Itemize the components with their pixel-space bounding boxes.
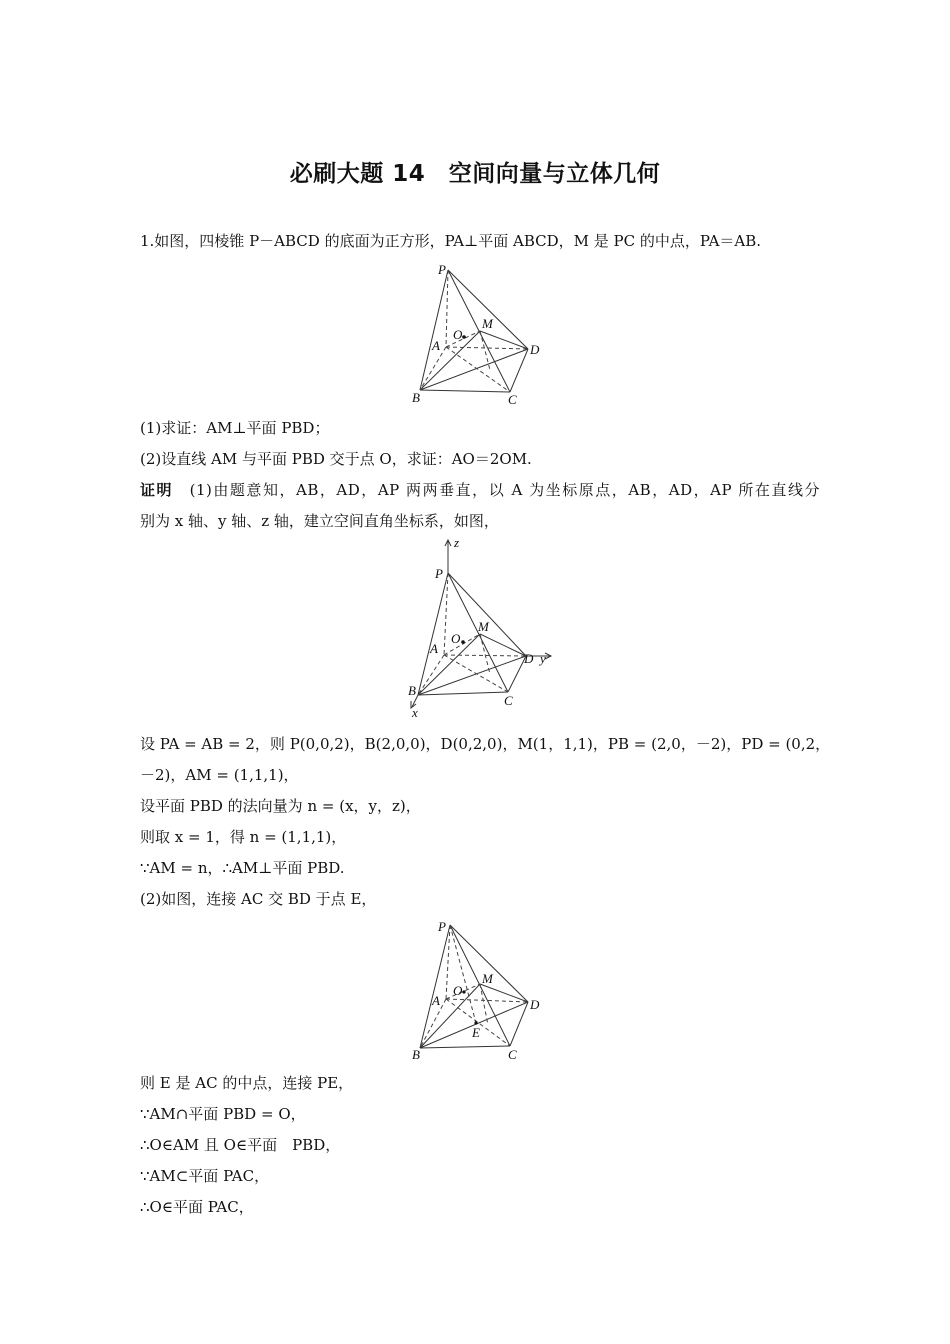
problem-statement: 1.如图，四棱锥 P－ABCD 的底面为正方形，PA⊥平面 ABCD，M 是 PC 的中点，PA＝AB. bbox=[140, 232, 762, 250]
label-B: B bbox=[408, 683, 416, 698]
step-1: ∵AM∩平面 PBD = O， bbox=[140, 1105, 306, 1123]
step-2: ∴O∈AM 且 O∈平面 PBD， bbox=[140, 1136, 341, 1154]
label-A: A bbox=[432, 993, 440, 1008]
proof-part2-intro: (2)如图，连接 AC 交 BD 于点 E， bbox=[140, 890, 377, 908]
pyramid-figure-1 bbox=[400, 258, 560, 408]
label-P: P bbox=[438, 262, 446, 277]
step-3: ∵AM⊂平面 PAC， bbox=[140, 1167, 270, 1185]
pyramid-figure-2 bbox=[398, 535, 568, 720]
label-A: A bbox=[430, 641, 438, 656]
question-1: (1)求证：AM⊥平面 PBD； bbox=[140, 419, 330, 437]
question-2: (2)设直线 AM 与平面 PBD 交于点 O，求证：AO＝2OM. bbox=[140, 450, 532, 468]
page-title: 必刷大题 14 空间向量与立体几何 bbox=[289, 161, 661, 187]
coordinates-line-1: 设 PA = AB = 2，则 P(0,0,2)，B(2,0,0)，D(0,2,0)，M(1，1,1)，PB = (2,0，－2)，PD = (0,2， bbox=[140, 735, 831, 753]
label-O: O bbox=[453, 983, 463, 998]
normal-vector-line: 设平面 PBD 的法向量为 n = (x，y，z)， bbox=[140, 797, 421, 815]
label-O: O bbox=[451, 631, 461, 646]
label-C: C bbox=[508, 392, 517, 407]
label-M: M bbox=[482, 971, 493, 986]
conclusion-part1: ∵AM = n，∴AM⊥平面 PBD. bbox=[140, 859, 345, 877]
label-B: B bbox=[412, 390, 420, 405]
label-M: M bbox=[478, 619, 489, 634]
label-C: C bbox=[504, 693, 513, 708]
label-B: B bbox=[412, 1047, 420, 1062]
label-D: D bbox=[524, 651, 534, 666]
label-D: D bbox=[530, 997, 540, 1012]
step-4: ∴O∈平面 PAC， bbox=[140, 1198, 254, 1216]
label-M: M bbox=[482, 316, 493, 331]
proof-part1-line2: 别为 x 轴、y 轴、z 轴，建立空间直角坐标系，如图， bbox=[140, 512, 499, 530]
label-E: E bbox=[472, 1025, 480, 1040]
label-O: O bbox=[453, 327, 463, 342]
e-midpoint-line: 则 E 是 AC 的中点，连接 PE， bbox=[140, 1074, 354, 1092]
axis-label-x: x bbox=[412, 705, 418, 720]
axis-label-y: y bbox=[540, 651, 546, 666]
label-C: C bbox=[508, 1047, 517, 1062]
pyramid-figure-3 bbox=[398, 915, 558, 1065]
proof-part1-line1: 证明 (1)由题意知，AB，AD，AP 两两垂直，以 A 为坐标原点，AB，AD，AP 所在直线分 bbox=[140, 481, 820, 499]
label-A: A bbox=[432, 338, 440, 353]
proof-label: 证明 bbox=[140, 481, 174, 499]
coordinates-line-2: －2)，AM = (1,1,1)， bbox=[140, 766, 299, 784]
label-D: D bbox=[530, 342, 540, 357]
label-P: P bbox=[438, 919, 446, 934]
axis-label-z: z bbox=[454, 535, 460, 550]
label-P: P bbox=[435, 566, 443, 581]
take-x-line: 则取 x = 1，得 n = (1,1,1)， bbox=[140, 828, 347, 846]
